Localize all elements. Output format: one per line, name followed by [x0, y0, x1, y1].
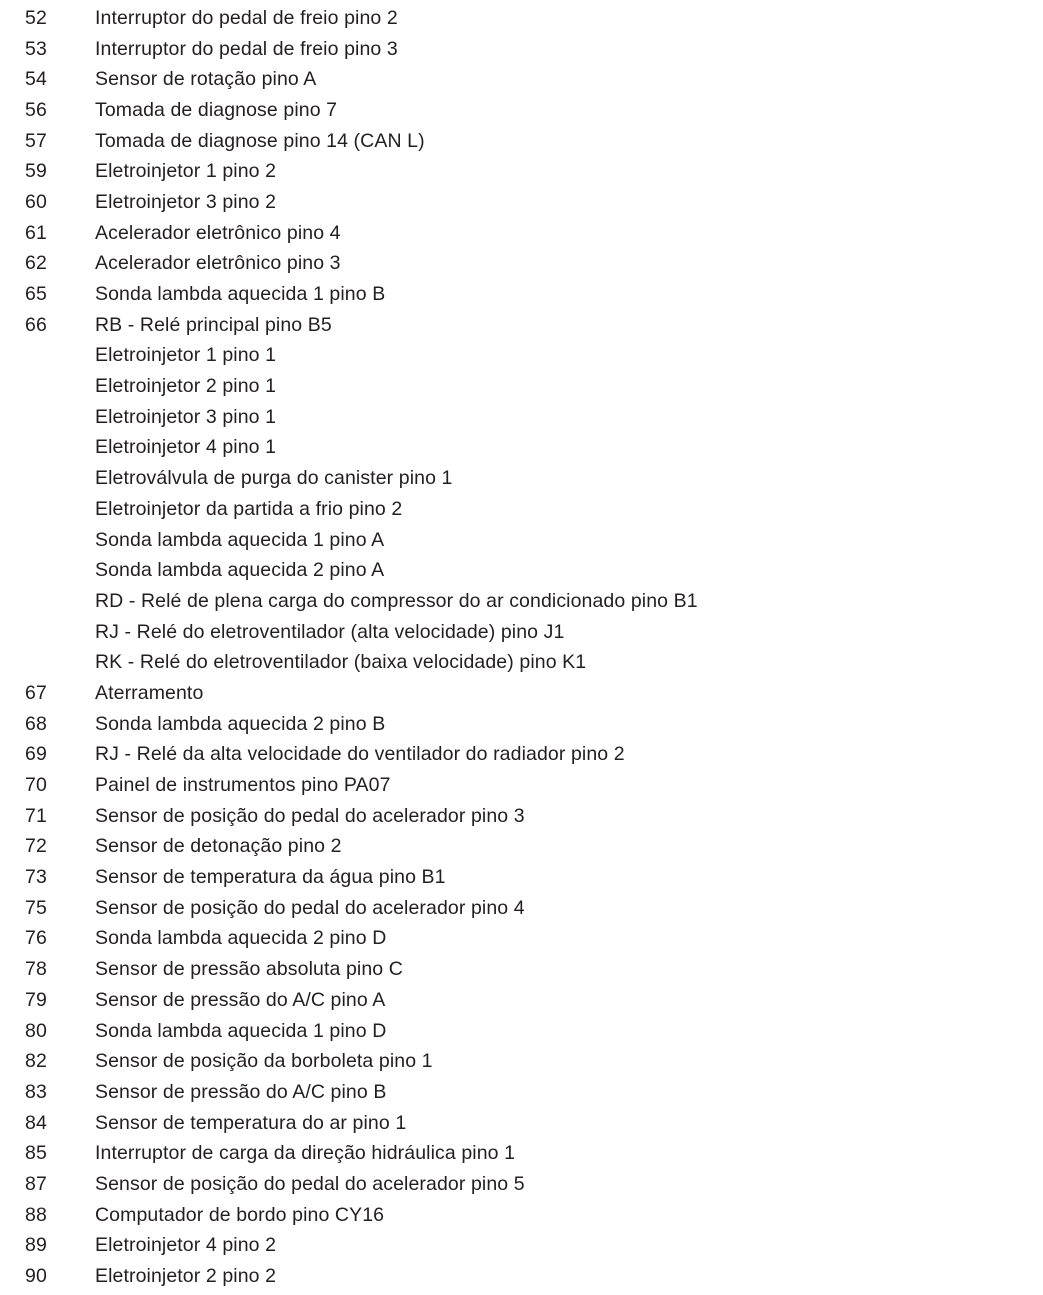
pin-number: 87	[25, 1172, 47, 1195]
list-item	[0, 494, 1043, 525]
pin-number: 89	[25, 1234, 47, 1257]
list-item	[0, 279, 1043, 310]
pin-number: 73	[25, 866, 47, 889]
pin-number: 61	[25, 221, 47, 244]
pin-description: RJ - Relé do eletroventilador (alta velocidade) pino J1	[95, 620, 565, 643]
pin-number: 78	[25, 958, 47, 981]
pin-description: Sensor de detonação pino 2	[95, 835, 342, 858]
pin-description: Sensor de rotação pino A	[95, 68, 317, 91]
list-item	[0, 187, 1043, 218]
list-item	[0, 218, 1043, 249]
list-item	[0, 801, 1043, 832]
list-item	[0, 678, 1043, 709]
pin-description: Eletroinjetor 1 pino 1	[95, 344, 277, 367]
list-item	[0, 463, 1043, 494]
list-item	[0, 985, 1043, 1016]
pin-number: 68	[25, 712, 47, 735]
pin-description: Acelerador eletrônico pino 4	[95, 221, 341, 244]
list-item	[0, 862, 1043, 893]
list-item	[0, 34, 1043, 65]
pin-number: 84	[25, 1111, 47, 1134]
pin-number: 57	[25, 129, 47, 152]
pin-description: Sonda lambda aquecida 2 pino D	[95, 927, 387, 950]
pin-description: Sonda lambda aquecida 2 pino B	[95, 712, 386, 735]
pin-number: 90	[25, 1265, 47, 1288]
list-item	[0, 740, 1043, 771]
list-item	[0, 709, 1043, 740]
list-item	[0, 525, 1043, 556]
pin-number: 54	[25, 68, 47, 91]
list-item	[0, 126, 1043, 157]
pin-number: 69	[25, 743, 47, 766]
pin-description: Eletroinjetor 3 pino 2	[95, 190, 277, 213]
list-item	[0, 555, 1043, 586]
pin-description: Tomada de diagnose pino 14 (CAN L)	[95, 129, 425, 152]
pin-description: Computador de bordo pino CY16	[95, 1203, 385, 1226]
pin-description: RD - Relé de plena carga do compressor do ar condicionado pino B1	[95, 589, 698, 612]
list-item	[0, 924, 1043, 955]
list-item	[0, 1169, 1043, 1200]
pin-number: 52	[25, 6, 47, 29]
pin-description: Sonda lambda aquecida 1 pino B	[95, 283, 386, 306]
pin-number: 67	[25, 681, 47, 704]
list-item	[0, 770, 1043, 801]
pin-number: 71	[25, 804, 47, 827]
pin-description: Sensor de pressão do A/C pino A	[95, 988, 386, 1011]
pin-number: 59	[25, 160, 47, 183]
list-item	[0, 156, 1043, 187]
pin-description: Eletroinjetor 3 pino 1	[95, 405, 277, 428]
pin-description: RB - Relé principal pino B5	[95, 313, 332, 336]
pin-description: Eletroinjetor 4 pino 2	[95, 1234, 277, 1257]
list-item	[0, 893, 1043, 924]
pin-number: 70	[25, 774, 47, 797]
list-item	[0, 1200, 1043, 1231]
list-item	[0, 1138, 1043, 1169]
pin-number: 83	[25, 1080, 47, 1103]
list-item	[0, 617, 1043, 648]
pin-number: 72	[25, 835, 47, 858]
pin-description: Sensor de posição do pedal do acelerador pino 3	[95, 804, 525, 827]
pin-number: 56	[25, 98, 47, 121]
pin-description: Acelerador eletrônico pino 3	[95, 252, 341, 275]
pin-description: Sensor de posição do pedal do acelerador pino 4	[95, 896, 525, 919]
pin-description: Interruptor do pedal de freio pino 3	[95, 37, 398, 60]
pin-description: Eletroinjetor 4 pino 1	[95, 436, 277, 459]
pin-description: Sonda lambda aquecida 2 pino A	[95, 559, 385, 582]
pin-number: 60	[25, 190, 47, 213]
pin-description: Sonda lambda aquecida 1 pino D	[95, 1019, 387, 1042]
pin-description: Sensor de pressão absoluta pino C	[95, 958, 403, 981]
pin-number: 79	[25, 988, 47, 1011]
list-item	[0, 402, 1043, 433]
pin-number: 80	[25, 1019, 47, 1042]
pin-description: Interruptor do pedal de freio pino 2	[95, 6, 398, 29]
list-item	[0, 832, 1043, 863]
pin-description: Interruptor de carga da direção hidráulica pino 1	[95, 1142, 516, 1165]
pinout-list	[0, 3, 1043, 1292]
pin-description: RK - Relé do eletroventilador (baixa velocidade) pino K1	[95, 651, 587, 674]
pin-number: 62	[25, 252, 47, 275]
list-item	[0, 1046, 1043, 1077]
list-item	[0, 95, 1043, 126]
pin-description: Eletroinjetor da partida a frio pino 2	[95, 497, 403, 520]
list-item	[0, 647, 1043, 678]
list-item	[0, 1261, 1043, 1292]
pin-description: Eletroválvula de purga do canister pino 1	[95, 467, 453, 490]
pin-description: Aterramento	[95, 681, 204, 704]
pin-description: Eletroinjetor 2 pino 2	[95, 1265, 277, 1288]
pin-description: Sensor de pressão do A/C pino B	[95, 1080, 387, 1103]
list-item	[0, 1016, 1043, 1047]
pin-description: Eletroinjetor 2 pino 1	[95, 375, 277, 398]
list-item	[0, 371, 1043, 402]
list-item	[0, 341, 1043, 372]
pin-number: 75	[25, 896, 47, 919]
list-item	[0, 1108, 1043, 1139]
list-item	[0, 433, 1043, 464]
pin-number: 88	[25, 1203, 47, 1226]
pin-description: Painel de instrumentos pino PA07	[95, 774, 391, 797]
list-item	[0, 1231, 1043, 1262]
pin-description: Sonda lambda aquecida 1 pino A	[95, 528, 385, 551]
pin-description: Eletroinjetor 1 pino 2	[95, 160, 277, 183]
pin-description: Tomada de diagnose pino 7	[95, 98, 338, 121]
pin-description: Sensor de posição do pedal do acelerador pino 5	[95, 1172, 525, 1195]
list-item	[0, 3, 1043, 34]
pin-number: 53	[25, 37, 47, 60]
list-item	[0, 1077, 1043, 1108]
pin-number: 82	[25, 1050, 47, 1073]
pin-number: 65	[25, 283, 47, 306]
pin-description: Sensor de posição da borboleta pino 1	[95, 1050, 433, 1073]
pin-number: 66	[25, 313, 47, 336]
list-item	[0, 954, 1043, 985]
list-item	[0, 249, 1043, 280]
list-item	[0, 64, 1043, 95]
pin-number: 76	[25, 927, 47, 950]
list-item	[0, 586, 1043, 617]
pin-description: RJ - Relé da alta velocidade do ventilador do radiador pino 2	[95, 743, 625, 766]
pin-description: Sensor de temperatura do ar pino 1	[95, 1111, 407, 1134]
pin-description: Sensor de temperatura da água pino B1	[95, 866, 446, 889]
list-item	[0, 310, 1043, 341]
pin-number: 85	[25, 1142, 47, 1165]
